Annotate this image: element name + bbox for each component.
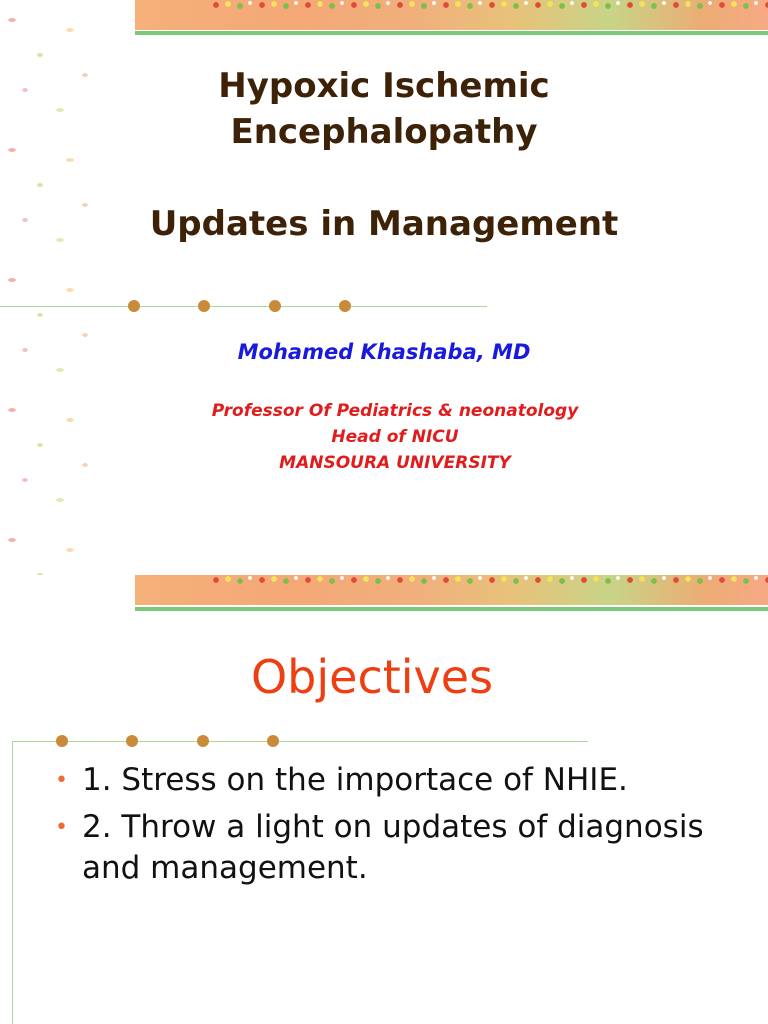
dot-marker bbox=[198, 300, 210, 312]
objectives-list bbox=[55, 760, 735, 895]
dot-marker bbox=[267, 735, 279, 747]
bullet-icon: • bbox=[55, 815, 68, 840]
flower-pattern bbox=[210, 575, 768, 585]
objectives-title: Objectives bbox=[250, 650, 494, 704]
list-item bbox=[55, 760, 735, 801]
title-line-2: Encephalopathy bbox=[230, 112, 538, 152]
flower-pattern bbox=[210, 0, 768, 10]
objectives-slide bbox=[0, 575, 768, 1024]
subtitle: Updates in Management bbox=[149, 204, 619, 244]
dot-marker bbox=[56, 735, 68, 747]
dot-marker bbox=[197, 735, 209, 747]
divider-rule bbox=[0, 306, 487, 307]
bullet-text: 2. Throw a light on updates of diagnosis and management. bbox=[82, 809, 704, 886]
affiliation-line-2: Head of NICU bbox=[331, 427, 459, 447]
banner-line bbox=[135, 607, 768, 611]
bullet-text: 1. Stress on the importace of NHIE. bbox=[82, 762, 628, 798]
title-line-1: Hypoxic Ischemic bbox=[218, 66, 550, 106]
list-item bbox=[55, 807, 735, 889]
banner-line bbox=[135, 31, 768, 35]
affiliation-line-3: MANSOURA UNIVERSITY bbox=[279, 453, 511, 473]
affiliation-line-1: Professor Of Pediatrics & neonatology bbox=[211, 401, 579, 421]
top-banner bbox=[135, 575, 768, 605]
left-vertical-rule bbox=[12, 741, 13, 1024]
bullet-icon: • bbox=[55, 768, 68, 793]
dot-marker bbox=[339, 300, 351, 312]
dot-marker bbox=[128, 300, 140, 312]
author-name: Mohamed Khashaba, MD bbox=[237, 340, 531, 364]
divider-rule bbox=[12, 741, 588, 742]
dot-marker bbox=[269, 300, 281, 312]
dot-marker bbox=[126, 735, 138, 747]
top-banner bbox=[135, 0, 768, 30]
